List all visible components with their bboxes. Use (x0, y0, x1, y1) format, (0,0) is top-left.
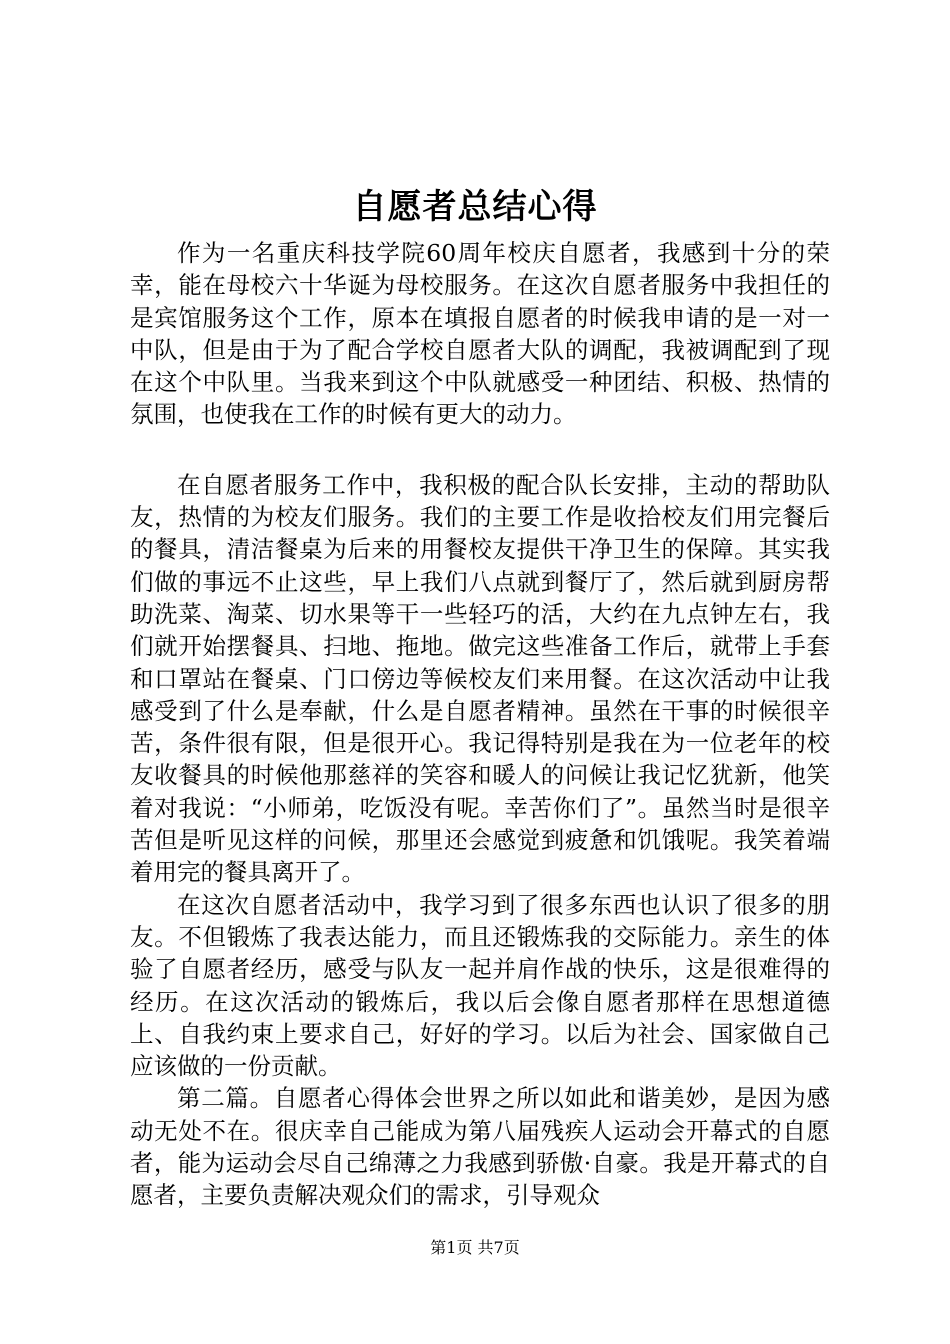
paragraph-2: 在自愿者服务工作中，我积极的配合队长安排，主动的帮助队友，热情的为校友们服务。我们的主要工作是收拾校友们用完餐后的餐具，清洁餐桌为后来的用餐校友提供干净卫生的保障。其实我们做的事远不止这些，早上我们八点就到餐厅了，然后就到厨房帮助洗菜、淘菜、切水果等干一些轻巧的活，大约在九点钟左右，我们就开始摆餐具、扫地、拖地。做完这些准备工作后，就带上手套和口罩站在餐桌、门口傍边等候校友们来用餐。在这次活动中让我感受到了什么是奉献，什么是自愿者精神。虽然在干事的时候很辛苦，条件很有限，但是很开心。我记得特别是我在为一位老年的校友收餐具的时候他那慈祥的笑容和暖人的问候让我记忆犹新，他笑着对我说：“小师弟，吃饭没有呢。幸苦你们了”。虽然当时是很辛苦但是听见这样的问候，那里还会感觉到疲惫和饥饿呢。我笑着端着用完的餐具离开了。 (130, 470, 830, 887)
paragraph-spacer (130, 431, 830, 469)
document-title: 自愿者总结心得 (352, 187, 598, 227)
paragraph-4: 第二篇。自愿者心得体会世界之所以如此和谐美妙，是因为感动无处不在。很庆幸自己能成为第八届残疾人运动会开幕式的自愿者，能为运动会尽自己绵薄之力我感到骄傲·自豪。我是开幕式的自愿者，主要负责解决观众们的需求，引导观众 (130, 1084, 830, 1210)
page-footer: 第1页 共7页 (430, 1238, 520, 1257)
paragraph-1: 作为一名重庆科技学院60周年校庆自愿者，我感到十分的荣幸，能在母校六十华诞为母校服务。在这次自愿者服务中我担任的是宾馆服务这个工作，原本在填报自愿者的时候我申请的是一对一中队，但是由于为了配合学校自愿者大队的调配，我被调配到了现在这个中队里。当我来到这个中队就感受一种团结、积极、热情的氛围，也使我在工作的时候有更大的动力。 (130, 239, 830, 429)
document-body (130, 237, 830, 1212)
paragraph-3: 在这次自愿者活动中，我学习到了很多东西也认识了很多的朋友。不但锻炼了我表达能力，而且还锻炼我的交际能力。亲生的体验了自愿者经历，感受与队友一起并肩作战的快乐，这是很难得的经历。在这次活动的锻炼后，我以后会像自愿者那样在思想道德上、自我约束上要求自己，好好的学习。以后为社会、国家做自己应该做的一份贡献。 (130, 890, 830, 1081)
